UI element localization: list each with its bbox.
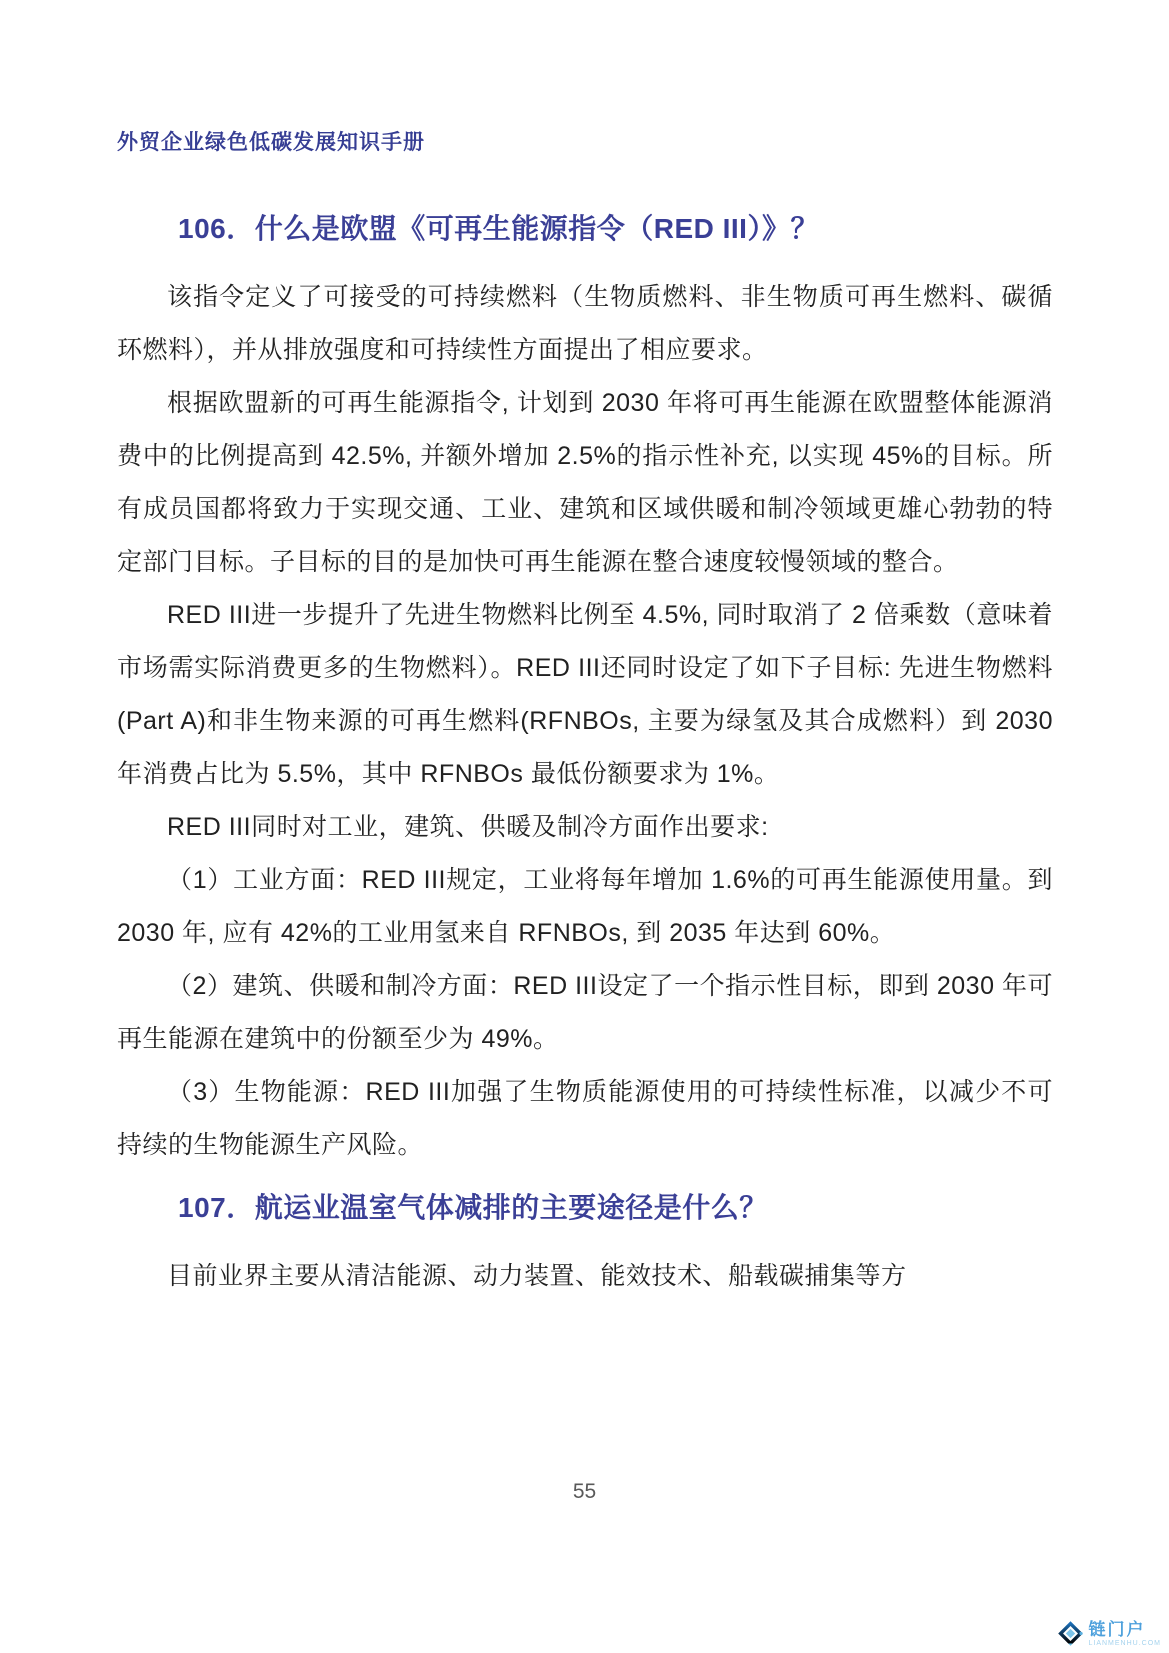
document-content bbox=[117, 196, 1053, 1303]
section-106-paragraph-3: RED III进一步提升了先进生物燃料比例至 4.5%, 同时取消了 2 倍乘数（意味着市场需实际消费更多的生物燃料）。RED III还同时设定了如下子目标: 先进生物燃料(Part A)和非生物来源的可再生燃料(RFNBOs, 主要为绿氢及其合成燃料）到 2030 年消费占比为 5.5%，其中 RFNBOs 最低份额要求为 1%。 bbox=[117, 601, 1053, 788]
site-logo bbox=[1057, 1620, 1161, 1647]
page-number: 55 bbox=[572, 1480, 597, 1503]
section-106-paragraph-6: （2）建筑、供暖和制冷方面：RED III设定了一个指示性目标，即到 2030 年可再生能源在建筑中的份额至少为 49%。 bbox=[117, 972, 1053, 1053]
section-107-heading: 107．航运业温室气体减排的主要途径是什么？ bbox=[178, 1192, 768, 1223]
section-106-paragraph-4: RED III同时对工业，建筑、供暖及制冷方面作出要求: bbox=[167, 813, 769, 841]
section-106-paragraph-1: 该指令定义了可接受的可持续燃料（生物质燃料、非生物质可再生燃料、碳循环燃料），并从排放强度和可持续性方面提出了相应要求。 bbox=[117, 283, 1053, 364]
section-107-paragraph-1: 目前业界主要从清洁能源、动力装置、能效技术、船载碳捕集等方 bbox=[167, 1262, 907, 1290]
logo-name: 链门户 bbox=[1088, 1619, 1146, 1639]
section-106-paragraph-2: 根据欧盟新的可再生能源指令, 计划到 2030 年将可再生能源在欧盟整体能源消费中的比例提高到 42.5%, 并额外增加 2.5%的指示性补充, 以实现 45%的目标。所有成员国都将致力于实现交通、工业、建筑和区域供暖和制冷领域更雄心勃勃的特定部门目标。子目标的目的是加快可再生能源在整合速度较慢领域的整合。 bbox=[117, 389, 1053, 576]
diamond-logo-icon bbox=[1057, 1620, 1084, 1647]
section-106-paragraph-7: （3）生物能源：RED III加强了生物质能源使用的可持续性标准，以减少不可持续的生物能源生产风险。 bbox=[117, 1078, 1053, 1159]
doc-header-title: 外贸企业绿色低碳发展知识手册 bbox=[117, 131, 425, 154]
section-106-heading: 106．什么是欧盟《可再生能源指令（RED III）》？ bbox=[178, 213, 819, 244]
logo-subtext: LIANMENHU.COM bbox=[1088, 1639, 1161, 1647]
section-106-paragraph-5: （1）工业方面：RED III规定，工业将每年增加 1.6%的可再生能源使用量。到 2030 年, 应有 42%的工业用氢来自 RFNBOs, 到 2035 年达到 60%。 bbox=[117, 866, 1053, 947]
logo-text-stack bbox=[1088, 1621, 1161, 1647]
